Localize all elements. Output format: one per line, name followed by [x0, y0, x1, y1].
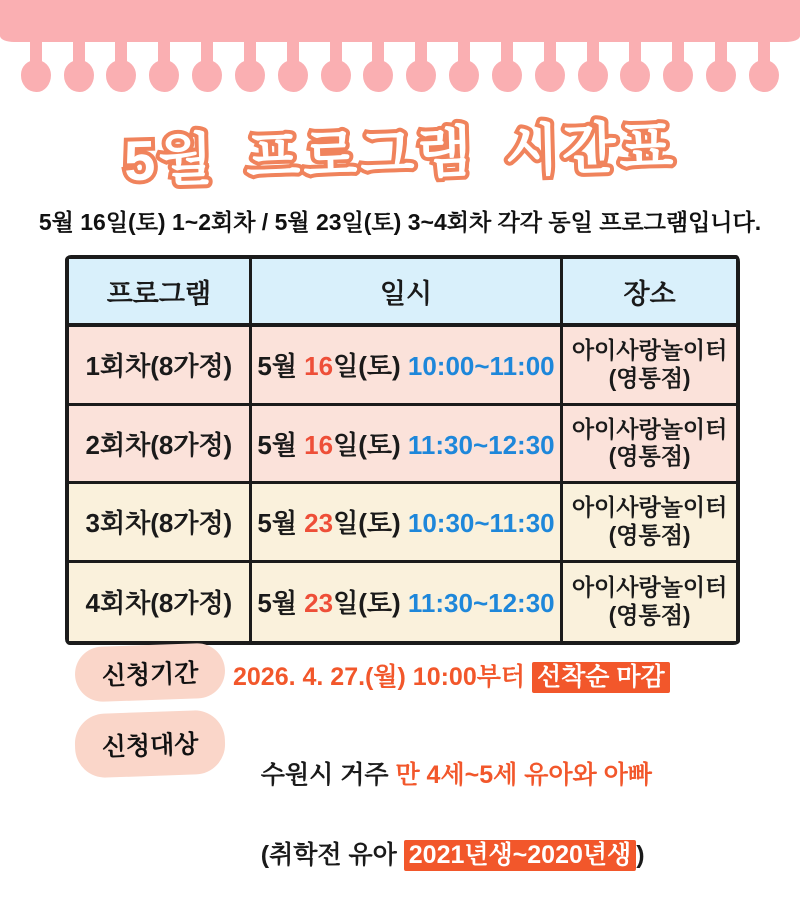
table-row-3-place: 아이사랑놀이터 (영통점)	[563, 484, 736, 563]
table-row-1-program: 1회차(8가정)	[69, 327, 252, 406]
garland-drop-icon	[628, 40, 642, 98]
table-row-2-program: 2회차(8가정)	[69, 406, 252, 485]
table-row-2-datetime: 5월 16일(토) 11:30~12:30	[252, 406, 563, 485]
garland-drop-icon	[500, 40, 514, 98]
column-header-datetime: 일시	[252, 259, 563, 327]
garland-drop-icon	[286, 40, 300, 98]
application-period-badge: 신청기간	[74, 642, 226, 702]
column-header-program: 프로그램	[69, 259, 252, 327]
table-row-3-program: 3회차(8가정)	[69, 484, 252, 563]
subtitle: 5월 16일(토) 1~2회차 / 5월 23일(토) 3~4회차 각각 동일 프로그램입니다.	[38, 209, 762, 235]
page-title: 5월 프로그램 시간표	[123, 114, 677, 193]
table-row-1-datetime: 5월 16일(토) 10:00~11:00	[252, 327, 563, 406]
garland-drop-icon	[586, 40, 600, 98]
table-row-4-program: 4회차(8가정)	[69, 563, 252, 642]
garland-drop-icon	[371, 40, 385, 98]
garland-drop-icon	[671, 40, 685, 98]
table-row-1-place: 아이사랑놀이터 (영통점)	[563, 327, 736, 406]
table-row-4-place: 아이사랑놀이터 (영통점)	[563, 563, 736, 642]
garland-drop-icon	[329, 40, 343, 98]
garland-drop-icon	[757, 40, 771, 98]
application-target-text: 수원시 거주 만 4세~5세 유아와 아빠 (취학전 유아 2021년생~2020년생 )	[260, 761, 652, 869]
garland-drop-icon	[543, 40, 557, 98]
table-row-3-datetime: 5월 23일(토) 10:30~11:30	[252, 484, 563, 563]
garland-drop-icon	[200, 40, 214, 98]
application-target-badge: 신청대상	[74, 709, 226, 778]
garland-drop-icon	[157, 40, 171, 98]
birth-year-highlight: 2021년생~2020년생	[404, 840, 636, 871]
first-come-highlight: 선착순 마감	[532, 662, 670, 693]
table-row-4-datetime: 5월 23일(토) 11:30~12:30	[252, 563, 563, 642]
application-period-text: 2026. 4. 27.(월) 10:00부터 선착순 마감	[233, 657, 670, 693]
garland-drop-icon	[457, 40, 471, 98]
garland-drop-icon	[29, 40, 43, 98]
schedule-table	[65, 255, 740, 645]
garland-drop-icon	[114, 40, 128, 98]
garland-drop-icon	[714, 40, 728, 98]
column-header-place: 장소	[563, 259, 736, 327]
garland-drop-icon	[243, 40, 257, 98]
table-row-2-place: 아이사랑놀이터 (영통점)	[563, 406, 736, 485]
top-banner-band	[0, 0, 800, 42]
garland-drop-icon	[72, 40, 86, 98]
garland-drop-icon	[414, 40, 428, 98]
garland-decoration	[0, 40, 800, 98]
